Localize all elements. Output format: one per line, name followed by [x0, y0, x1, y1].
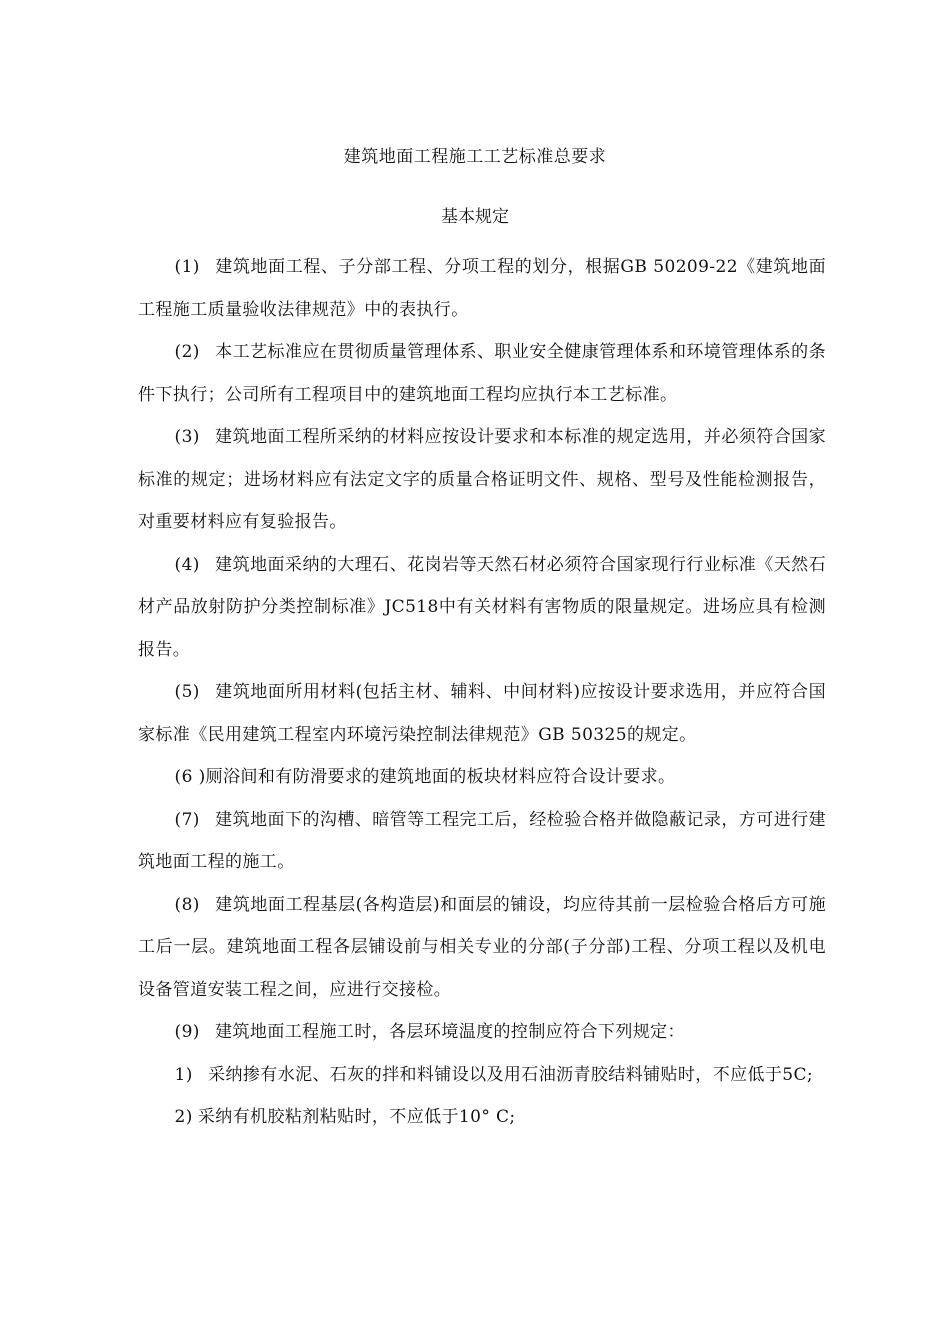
paragraph-number: 2)	[174, 1107, 193, 1127]
paragraph-number: (2)	[174, 342, 200, 362]
paragraph-8	[138, 884, 826, 1012]
paragraph-2	[138, 331, 826, 416]
paragraph-text: 本工艺标准应在贯彻质量管理体系、职业安全健康管理体系和环境管理体系的条件下执行；公司所有工程项目中的建筑地面工程均应执行本工艺标准。	[138, 342, 826, 405]
paragraph-number: (3)	[174, 427, 200, 447]
paragraph-number: (1)	[174, 257, 200, 277]
paragraph-number: (7)	[174, 809, 200, 830]
paragraph-1	[138, 246, 826, 331]
section-heading: 基本规定	[441, 207, 509, 227]
document-body	[138, 246, 826, 1139]
paragraph-number: (6 )	[174, 767, 206, 787]
paragraph-text: 建筑地面工程所采纳的材料应按设计要求和本标准的规定选用，并必须符合国家标准的规定；进场材料应有法定文字的质量合格证明文件、规格、型号及性能检测报告，对重要材料应有复验报告。	[138, 427, 826, 532]
paragraph-3	[138, 416, 826, 544]
paragraph-number: 1)	[174, 1064, 193, 1085]
paragraph-text: 建筑地面工程、子分部工程、分项工程的划分，根据GB 50209-22《建筑地面工程施工质量验收法律规范》中的表执行。	[138, 257, 826, 320]
paragraph-7	[138, 799, 826, 884]
paragraph-number: (8)	[174, 894, 200, 915]
paragraph-number: (5)	[174, 682, 200, 702]
paragraph-9	[138, 1011, 826, 1054]
paragraph-text: 采纳掺有水泥、石灰的拌和料铺设以及用石油沥青胶结料铺贴时，不应低于5C;	[208, 1064, 814, 1085]
paragraph-text: 厕浴间和有防滑要求的建筑地面的板块材料应符合设计要求。	[205, 767, 676, 787]
paragraph-text: 采纳有机胶粘剂粘贴时，不应低于10° C;	[197, 1107, 516, 1127]
paragraph-9-item-2	[138, 1096, 826, 1139]
paragraph-6	[138, 756, 826, 799]
paragraph-9-item-1	[138, 1054, 826, 1097]
paragraph-text: 建筑地面工程施工时，各层环境温度的控制应符合下列规定：	[215, 1022, 685, 1042]
paragraph-text: 建筑地面所用材料(包括主材、辅料、中间材料)应按设计要求选用，并应符合国家标准《民用建筑工程室内环境污染控制法律规范》GB 50325的规定。	[138, 682, 826, 745]
paragraph-5	[138, 671, 826, 756]
paragraph-4	[138, 544, 826, 672]
paragraph-number: (4)	[174, 554, 200, 575]
paragraph-text: 建筑地面工程基层(各构造层)和面层的铺设，均应待其前一层检验合格后方可施工后一层。建筑地面工程各层铺设前与相关专业的分部(子分部)工程、分项工程以及机电设备管道安装工程之间，应进行交接检。	[138, 894, 826, 1000]
paragraph-text: 建筑地面下的沟槽、暗管等工程完工后，经检验合格并做隐蔽记录，方可进行建筑地面工程的施工。	[138, 809, 826, 872]
document-title: 建筑地面工程施工工艺标准总要求	[343, 147, 607, 167]
paragraph-text: 建筑地面采纳的大理石、花岗岩等天然石材必须符合国家现行行业标准《天然石材产品放射防护分类控制标准》JC518中有关材料有害物质的限量规定。进场应具有检测报告。	[138, 554, 826, 660]
paragraph-number: (9)	[174, 1022, 200, 1042]
